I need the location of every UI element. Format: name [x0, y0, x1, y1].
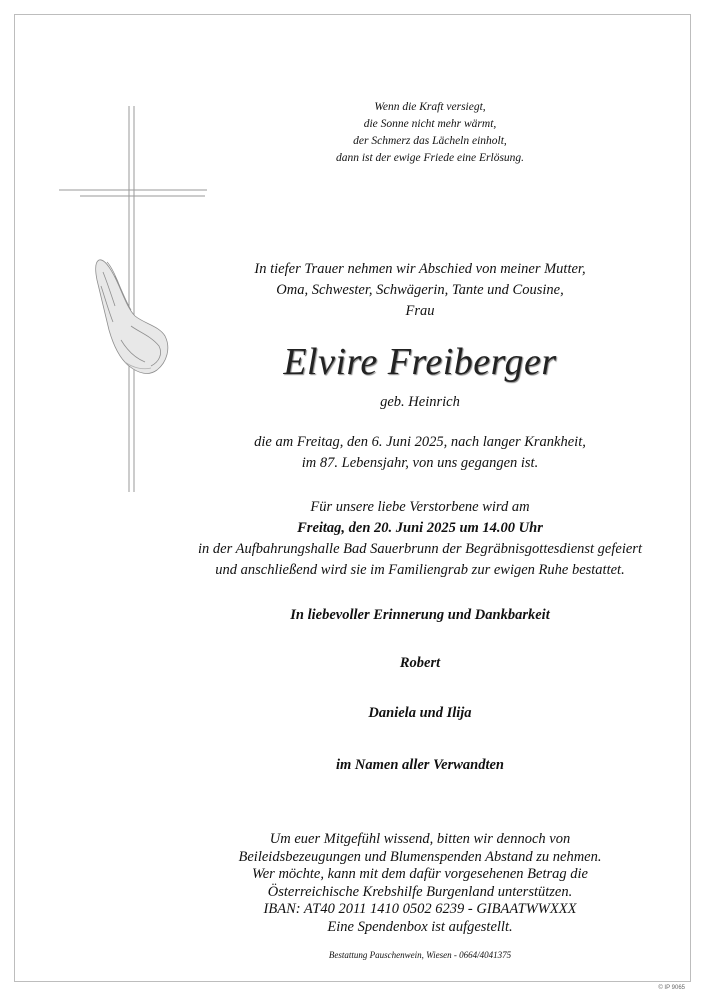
cross-icon: [55, 100, 215, 500]
donation-line: Beileidsbezeugungen und Blumenspenden Abstand zu nehmen.: [238, 848, 602, 865]
funeral-line: in der Aufbahrungshalle Bad Sauerbrunn der Begräbnisgottesdienst gefeiert: [198, 541, 642, 557]
poem-line: dann ist der ewige Friede eine Erlösung.: [335, 152, 525, 164]
donation-line: IBAN: AT40 2011 1410 0502 6239 - GIBAATWWXXX: [263, 901, 577, 917]
donation-line: Österreichische Krebshilfe Burgenland unterstützen.: [267, 883, 573, 900]
poem-line: der Schmerz das Lächeln einholt,: [353, 135, 507, 147]
donation-line: Wer möchte, kann mit dem dafür vorgesehenen Betrag die: [252, 866, 588, 882]
cross-bars: [59, 106, 207, 492]
poem-line: die Sonne nicht mehr wärmt,: [363, 118, 497, 130]
death-notice: [200, 432, 640, 474]
intro-line: In tiefer Trauer nehmen wir Abschied von meiner Mutter,: [254, 261, 586, 277]
mourner-name: Robert: [399, 655, 441, 671]
mourner-name: im Namen aller Verwandten: [336, 757, 504, 773]
funeral-line: Für unsere liebe Verstorbene wird am: [310, 499, 530, 515]
funeral-line: und anschließend wird sie im Familiengrab zur ewigen Ruhe bestattet.: [215, 562, 625, 578]
deceased-name: Elvire Freiberger: [283, 341, 557, 383]
praying-hands-icon: [96, 260, 168, 374]
funeral-home-footer: Bestattung Pauschenwein, Wiesen - 0664/4041375: [328, 950, 512, 960]
funeral-date: Freitag, den 20. Juni 2025 um 14.00 Uhr: [297, 520, 543, 536]
donation-line: Um euer Mitgefühl wissend, bitten wir dennoch von: [269, 831, 571, 847]
memory-heading: In liebevoller Erinnerung und Dankbarkeit: [290, 607, 550, 623]
poem-line: Wenn die Kraft versiegt,: [374, 101, 486, 113]
poem-block: [300, 99, 560, 167]
donation-line: Eine Spendenbox ist aufgestellt.: [327, 918, 513, 935]
death-line: im 87. Lebensjahr, von uns gegangen ist.: [301, 455, 539, 471]
birth-name: geb. Heinrich: [380, 394, 460, 410]
death-line: die am Freitag, den 6. Juni 2025, nach langer Krankheit,: [254, 434, 586, 450]
funeral-info: [180, 497, 660, 581]
copyright-mark: © IP 9065: [658, 985, 685, 991]
intro-line: Frau: [405, 303, 435, 319]
intro-line: Oma, Schwester, Schwägerin, Tante und Cousine,: [276, 282, 564, 298]
mourner-name: Daniela und Ilija: [368, 705, 472, 721]
donation-notice: [200, 831, 640, 936]
intro-block: [230, 259, 610, 322]
